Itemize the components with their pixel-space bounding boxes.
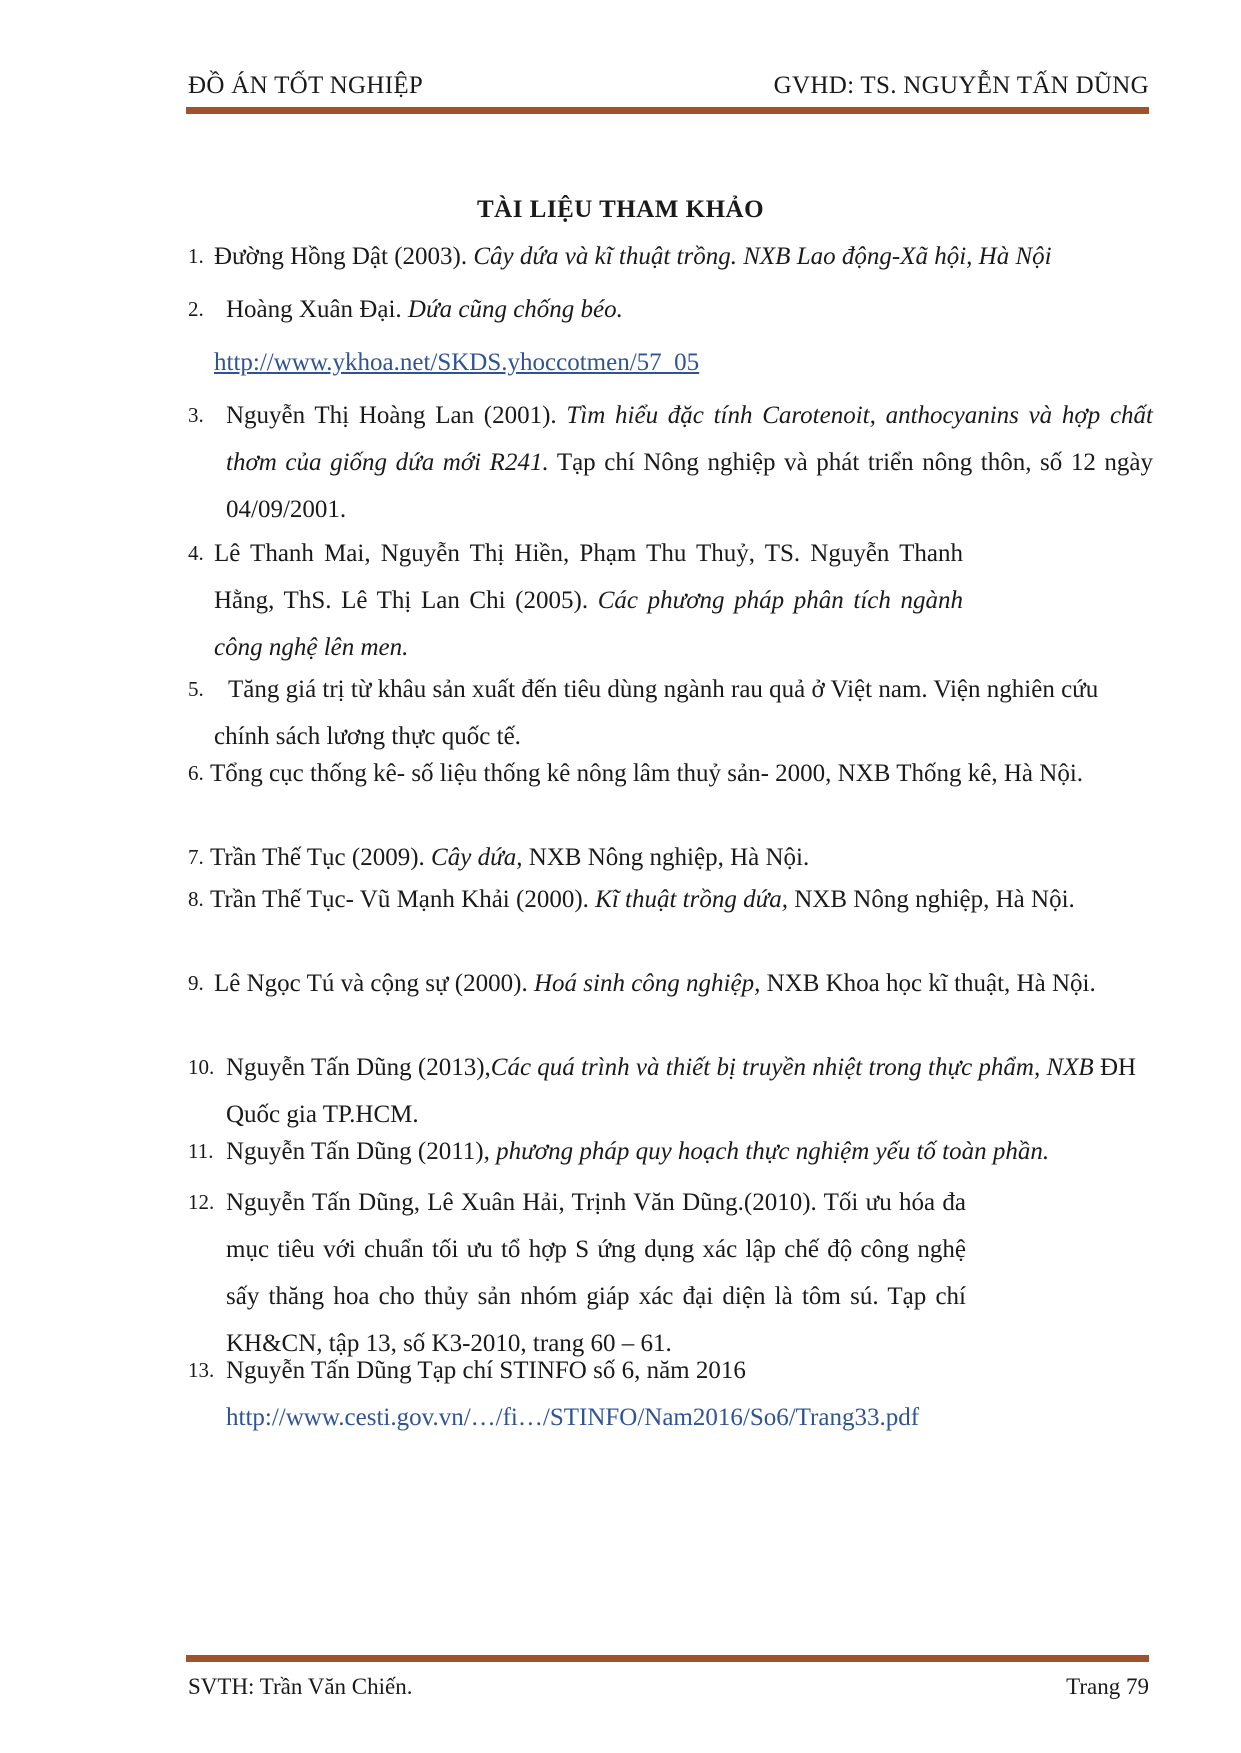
reference-number: 8.	[188, 887, 204, 911]
reference-text: Trần Thế Tục (2009).	[210, 844, 432, 871]
reference-number: 6.	[188, 761, 204, 785]
reference-source: NXB Nông nghiệp, Hà Nội.	[522, 844, 810, 871]
reference-title: Cây dứa,	[431, 844, 523, 871]
reference-title: Kĩ thuật trồng dứa,	[595, 886, 788, 913]
reference-source: NXB Khoa học kĩ thuật, Hà Nội.	[760, 970, 1096, 997]
reference-item-5	[188, 666, 1153, 760]
reference-text: Lê Ngọc Tú và cộng sự (2000).	[214, 970, 534, 997]
reference-item-13	[188, 1347, 1153, 1441]
footer-rule	[186, 1655, 1149, 1662]
reference-text: Trần Thế Tục- Vũ Mạnh Khải (2000).	[210, 886, 596, 913]
reference-title: Tìm hiểu đặc tính Carotenoit, anthocyanins và hợp chất thơm của giống dứa mới R241.	[226, 402, 1153, 476]
reference-link[interactable]: http://www.cesti.gov.vn/…/fi…/STINFO/Nam2016/So6/Trang33.pdf	[226, 1404, 920, 1431]
reference-item-2-link-row	[188, 339, 1153, 386]
reference-text: Tăng giá trị từ khâu sản xuất đến tiêu dùng ngành rau quả ở Việt nam. Viện nghiên cứu chính sách lương thực quốc tế.	[214, 676, 1099, 750]
reference-number: 1.	[188, 244, 204, 268]
reference-title: Các quá trình và thiết bị truyền nhiệt trong thực phẩm, NXB	[490, 1054, 1094, 1081]
reference-source: ĐH Quốc gia TP.HCM.	[226, 1054, 1137, 1128]
reference-number: 3.	[188, 403, 204, 427]
footer-student: SVTH: Trần Văn Chiến.	[188, 1674, 413, 1699]
header-rule	[186, 107, 1149, 114]
reference-item-3	[188, 392, 1153, 533]
reference-number: 9.	[188, 971, 204, 995]
reference-title: phương pháp quy hoạch thực nghiệm yếu tố toàn phần.	[496, 1138, 1050, 1165]
reference-item-7	[188, 834, 1153, 881]
header-supervisor: GVHD: TS. NGUYỄN TẤN DŨNG	[773, 72, 1149, 99]
reference-text: Nguyễn Tấn Dũng Tạp chí STINFO số 6, năm 2016	[226, 1357, 746, 1384]
reference-item-1	[188, 233, 1153, 280]
reference-title: Dứa cũng chống béo.	[407, 296, 623, 323]
reference-number: 2.	[188, 297, 204, 321]
reference-text: Tổng cục thống kê- số liệu thống kê nông lâm thuỷ sản- 2000, NXB Thống kê, Hà Nội.	[210, 760, 1084, 787]
reference-item-12	[188, 1179, 966, 1367]
reference-item-2	[188, 286, 1153, 333]
reference-text: Lê Thanh Mai, Nguyễn Thị Hiền, Phạm Thu Thuỷ, TS. Nguyễn Thanh Hằng, ThS. Lê Thị Lan Chi (2005).	[214, 540, 963, 614]
reference-item-4	[188, 530, 963, 671]
reference-text: Nguyễn Thị Hoàng Lan (2001).	[226, 402, 567, 429]
reference-item-10	[188, 1044, 1153, 1138]
reference-number: 13.	[188, 1358, 215, 1382]
reference-text: Nguyễn Tấn Dũng (2013),	[226, 1054, 491, 1081]
reference-item-8	[188, 876, 1128, 923]
reference-text: Đường Hồng Dật (2003).	[214, 243, 474, 270]
reference-number: 12.	[188, 1190, 215, 1214]
reference-number: 4.	[188, 541, 204, 565]
reference-number: 5.	[188, 677, 204, 701]
header-document-type: ĐỒ ÁN TỐT NGHIỆP	[188, 72, 424, 99]
reference-text: Hoàng Xuân Đại.	[226, 296, 408, 323]
reference-title: Các phương pháp phân tích ngành công nghệ lên men.	[214, 587, 963, 661]
page-title: TÀI LIỆU THAM KHẢO	[476, 196, 765, 223]
reference-title: Cây dứa và kĩ thuật trồng. NXB Lao động-Xã hội, Hà Nội	[473, 243, 1052, 270]
reference-item-9	[188, 960, 1128, 1007]
reference-item-6	[188, 750, 1128, 797]
reference-source: NXB Nông nghiệp, Hà Nội.	[787, 886, 1075, 913]
reference-text: Nguyễn Tấn Dũng, Lê Xuân Hải, Trịnh Văn Dũng.(2010). Tối ưu hóa đa mục tiêu với chuẩn tối ưu tổ hợp S ứng dụng xác lập chế độ công nghệ sấy thăng hoa cho thủy sản nhóm giáp xác đại diện là tôm sú. Tạp chí KH&CN, tập 13, số K3-2010, trang 60 – 61.	[226, 1189, 966, 1357]
reference-number: 10.	[188, 1055, 215, 1079]
reference-text: Nguyễn Tấn Dũng (2011),	[226, 1138, 497, 1165]
reference-link[interactable]: http://www.ykhoa.net/SKDS.yhoccotmen/57_05	[214, 349, 700, 376]
reference-title: Hoá sinh công nghiệp,	[533, 970, 761, 997]
reference-item-11	[188, 1128, 1153, 1175]
reference-number: 11.	[188, 1139, 214, 1163]
reference-number: 7.	[188, 845, 204, 869]
footer-page-number: Trang 79	[1066, 1674, 1149, 1699]
reference-source: Tạp chí Nông nghiệp và phát triển nông thôn, số 12 ngày 04/09/2001.	[226, 449, 1153, 523]
